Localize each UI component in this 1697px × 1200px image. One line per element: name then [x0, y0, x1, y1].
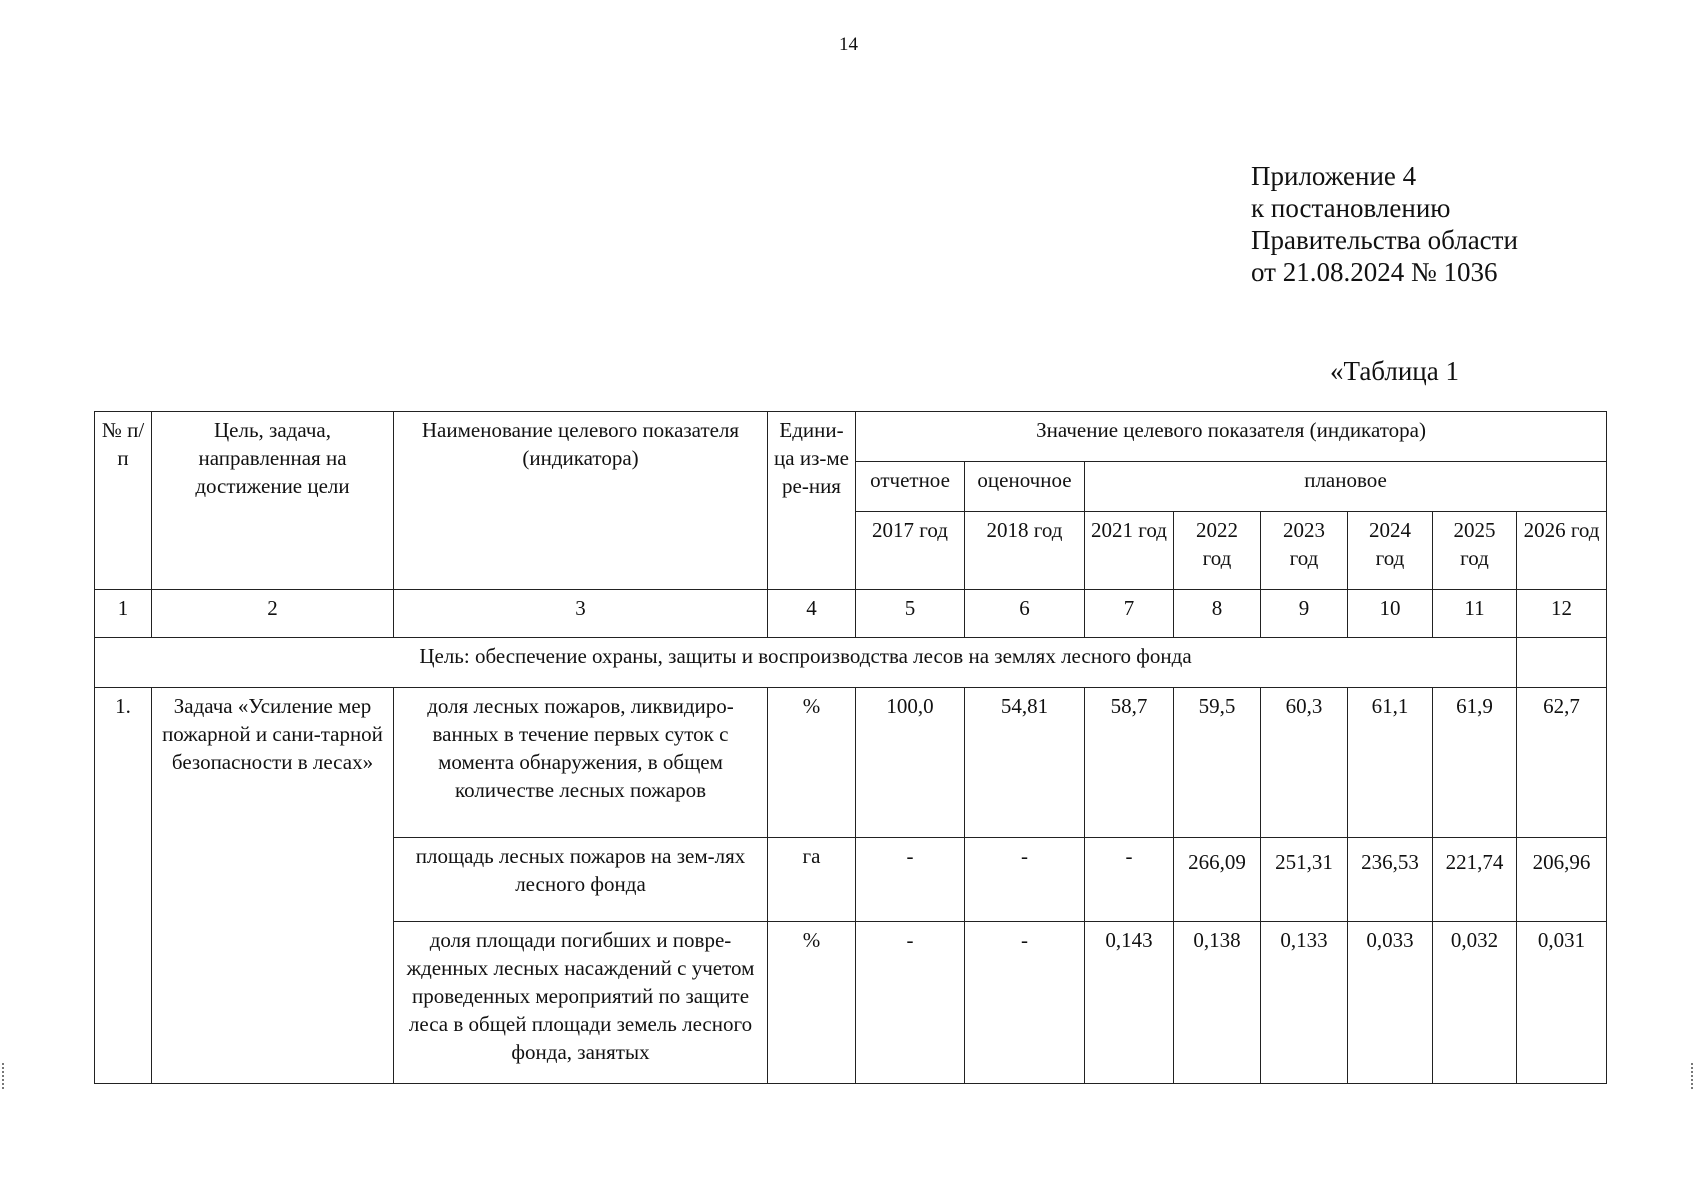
header-year-2024: 2024 год: [1348, 512, 1433, 590]
header-year-2026: 2026 год: [1517, 512, 1607, 590]
task-number: 1.: [95, 688, 152, 1084]
header-values-group: Значение целевого показателя (индикатора): [856, 412, 1607, 462]
column-number: 8: [1174, 590, 1261, 638]
table-row: [95, 688, 1607, 838]
appendix-line-1: Приложение 4: [1251, 161, 1417, 191]
indicators-table: [94, 411, 1607, 1084]
value-cell: -: [965, 838, 1085, 922]
header-estimated: оценочное: [965, 462, 1085, 512]
value-cell: 0,133: [1261, 922, 1348, 1084]
column-number: 4: [768, 590, 856, 638]
header-row-1: [95, 412, 1607, 462]
value-cell: -: [856, 922, 965, 1084]
value-cell: 0,143: [1085, 922, 1174, 1084]
value-cell: 221,74: [1433, 838, 1517, 922]
task-text: Задача «Усиление мер пожарной и сани-тарной безопасности в лесах»: [152, 688, 394, 1084]
value-cell: 58,7: [1085, 688, 1174, 838]
right-edge-mark: [1691, 1063, 1696, 1089]
column-number: 9: [1261, 590, 1348, 638]
value-cell: 0,138: [1174, 922, 1261, 1084]
value-cell: -: [1085, 838, 1174, 922]
goal-text: Цель: обеспечение охраны, защиты и воспроизводства лесов на землях лесного фонда: [95, 638, 1517, 688]
value-cell: 0,033: [1348, 922, 1433, 1084]
indicator-name: площадь лесных пожаров на зем-лях лесного фонда: [394, 838, 768, 922]
value-cell: 61,9: [1433, 688, 1517, 838]
value-cell: 206,96: [1517, 838, 1607, 922]
indicator-unit: %: [768, 688, 856, 838]
appendix-line-3: Правительства области: [1251, 225, 1518, 255]
goal-row: [95, 638, 1607, 688]
indicator-name: доля площади погибших и повре-жденных лесных насаждений с учетом проведенных мероприятий по защите леса в общей площади земель лесного фонда, занятых: [394, 922, 768, 1084]
column-number: 11: [1433, 590, 1517, 638]
value-cell: 62,7: [1517, 688, 1607, 838]
column-number: 12: [1517, 590, 1607, 638]
header-num: № п/п: [95, 412, 152, 590]
value-cell: -: [856, 838, 965, 922]
appendix-line-4: от 21.08.2024 № 1036: [1251, 257, 1498, 287]
value-cell: 100,0: [856, 688, 965, 838]
value-cell: 60,3: [1261, 688, 1348, 838]
page-number: 14: [839, 34, 858, 55]
header-year-2018: 2018 год: [965, 512, 1085, 590]
header-reported: отчетное: [856, 462, 965, 512]
value-cell: 54,81: [965, 688, 1085, 838]
column-number: 2: [152, 590, 394, 638]
column-number-row: [95, 590, 1607, 638]
value-cell: -: [965, 922, 1085, 1084]
goal-row-empty-cell: [1517, 638, 1607, 688]
appendix-line-2: к постановлению: [1251, 193, 1451, 223]
value-cell: 59,5: [1174, 688, 1261, 838]
value-cell: 251,31: [1261, 838, 1348, 922]
indicator-unit: %: [768, 922, 856, 1084]
value-cell: 266,09: [1174, 838, 1261, 922]
indicator-name: доля лесных пожаров, ликвидиро-ванных в течение первых суток с момента обнаружения, в общем количестве лесных пожаров: [394, 688, 768, 838]
left-edge-mark: [2, 1063, 7, 1089]
value-cell: 0,031: [1517, 922, 1607, 1084]
appendix-block: [1251, 160, 1518, 288]
header-year-2022: 2022 год: [1174, 512, 1261, 590]
value-cell: 236,53: [1348, 838, 1433, 922]
header-planned: плановое: [1085, 462, 1607, 512]
column-number: 1: [95, 590, 152, 638]
table-caption: «Таблица 1: [1330, 356, 1459, 386]
column-number: 7: [1085, 590, 1174, 638]
value-cell: 61,1: [1348, 688, 1433, 838]
header-unit: Едини-ца из-мере-ния: [768, 412, 856, 590]
value-cell: 0,032: [1433, 922, 1517, 1084]
header-year-2021: 2021 год: [1085, 512, 1174, 590]
header-indicator-name: Наименование целевого показателя (индикатора): [394, 412, 768, 590]
column-number: 6: [965, 590, 1085, 638]
header-year-2017: 2017 год: [856, 512, 965, 590]
header-year-2025: 2025 год: [1433, 512, 1517, 590]
header-goal: Цель, задача, направленная на достижение цели: [152, 412, 394, 590]
column-number: 3: [394, 590, 768, 638]
header-year-2023: 2023 год: [1261, 512, 1348, 590]
column-number: 5: [856, 590, 965, 638]
indicator-unit: га: [768, 838, 856, 922]
column-number: 10: [1348, 590, 1433, 638]
